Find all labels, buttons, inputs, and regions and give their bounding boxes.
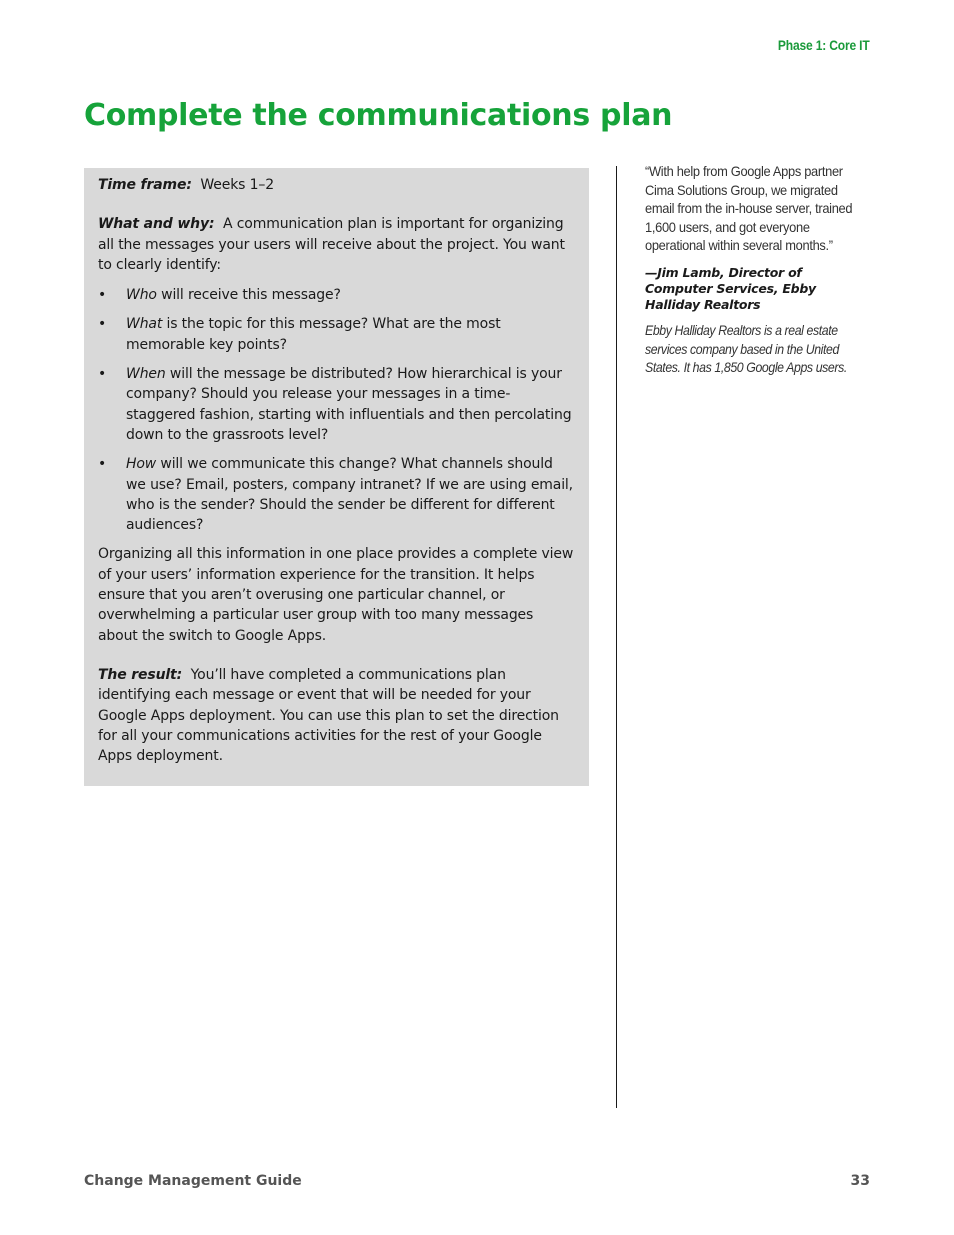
running-head: Phase 1: Core IT: [778, 37, 870, 53]
bullet-lead: How: [126, 456, 157, 473]
result-text: You’ll have completed a communications plan identifying each message or event that will be needed for your Google Apps deployment. You can use this plan to set the direction for all your communications activities for the rest of your Google Apps deployment.: [98, 666, 559, 765]
list-item: [98, 364, 575, 445]
what-why-text: A communication plan is important for organizing all the messages your users will receive about the project. You want to clearly identify:: [98, 216, 565, 273]
result-paragraph: [98, 665, 575, 766]
time-frame-value: Weeks 1–2: [200, 177, 274, 193]
bullet-lead: What: [126, 316, 163, 333]
bullet-icon: •: [98, 366, 107, 383]
info-box: [84, 168, 589, 786]
column-divider: [616, 166, 617, 1108]
bullet-text: is the topic for this message? What are the most memorable key points?: [126, 316, 501, 353]
bullet-icon: •: [98, 316, 107, 333]
question-list: [98, 285, 575, 535]
sidebar: [645, 162, 870, 377]
time-frame-label: Time frame:: [98, 177, 192, 193]
customer-quote: “With help from Google Apps partner Cima Solutions Group, we migrated email from the in-house server, trained 1,600 users, and got everyone operational within several months.”: [645, 163, 853, 254]
bullet-icon: •: [98, 456, 107, 473]
time-frame-paragraph: [98, 175, 575, 195]
bullet-text: will the message be distributed? How hierarchical is your company? Should you release your messages in a time-staggered fashion, starting with influentials and then percolating down to the grassroots level?: [126, 366, 572, 443]
quote-attribution: —Jim Lamb, Director of Computer Services, Ebby Halliday Realtors: [645, 264, 816, 312]
footer-guide-name: Change Management Guide: [84, 1173, 302, 1189]
footer-page-number: 33: [850, 1173, 870, 1189]
what-why-paragraph: [98, 214, 575, 275]
what-why-label: What and why:: [98, 216, 215, 233]
list-item: [98, 285, 575, 305]
bullet-lead: Who: [126, 287, 157, 304]
bullet-text: will we communicate this change? What channels should we use? Email, posters, company intranet? If we are using email, who is the sender? Should the sender be different for different audiences?: [126, 456, 573, 534]
page-title: Complete the communications plan: [84, 98, 673, 133]
bullet-text: will receive this message?: [156, 287, 341, 304]
organizing-paragraph: Organizing all this information in one place provides a complete view of your users’ information experience for the transition. It helps ensure that you aren’t overusing one particular channel, or overwhelming a particular user group with too many messages about the switch to Google Apps.: [98, 546, 574, 644]
result-label: The result:: [98, 666, 183, 683]
list-item: [98, 314, 575, 355]
bullet-icon: •: [98, 287, 107, 304]
bullet-lead: When: [126, 366, 166, 383]
company-note: Ebby Halliday Realtors is a real estate services company based in the United States. It has 1,850 Google Apps users.: [645, 321, 847, 376]
list-item: [98, 454, 575, 535]
